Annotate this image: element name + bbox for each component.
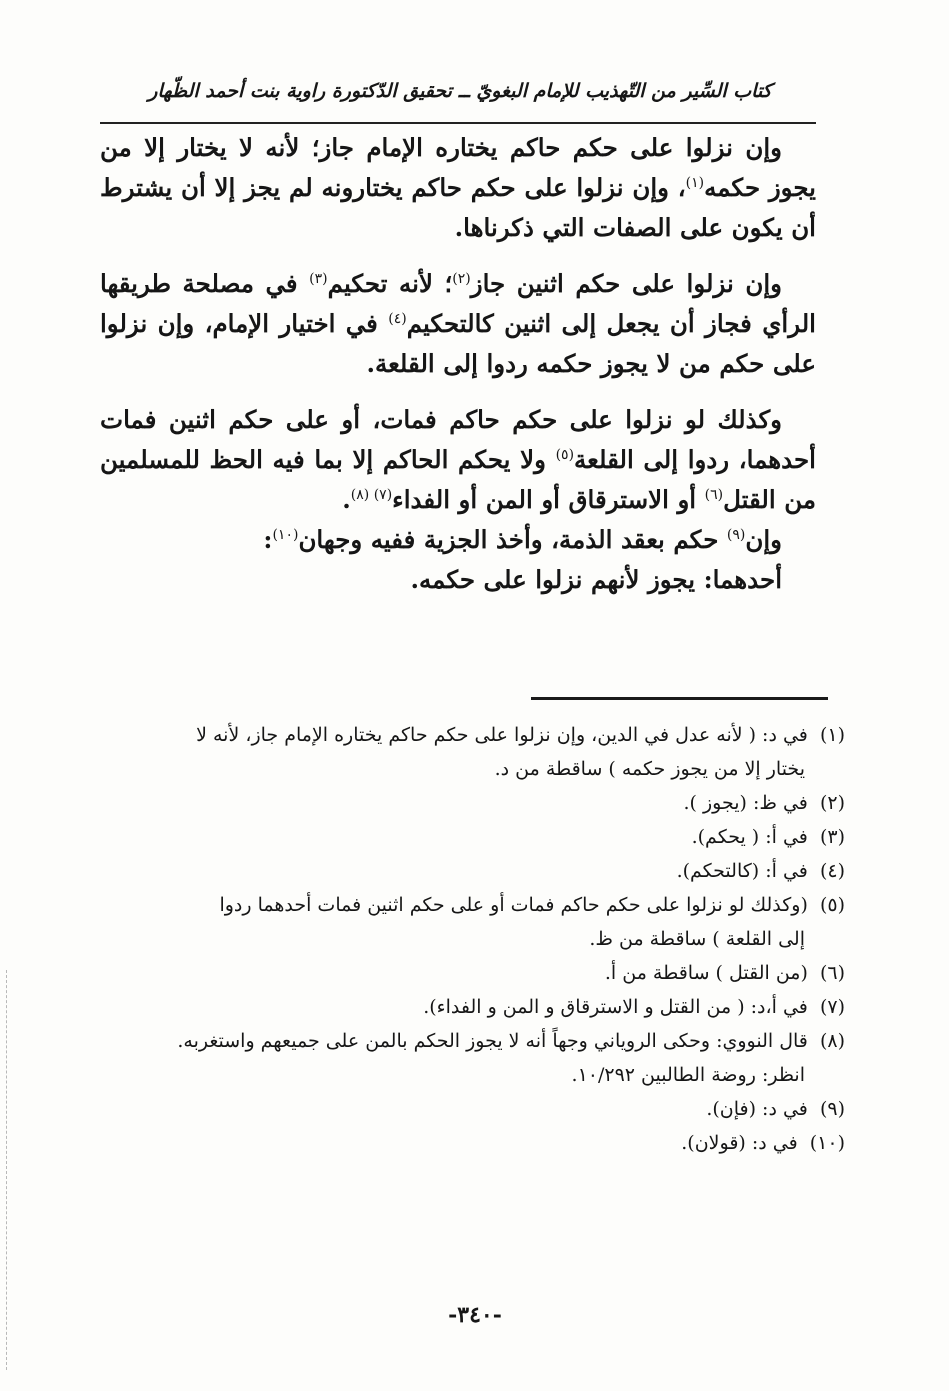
text-run: في مصلحة طريقها الرأي فجاز أن يجعل إلى اثنين كالتحكيم [100, 269, 816, 338]
text-run: في اختيار الإمام، وإن نزلوا على حكم من لا يجوز حكمه ردوا إلى القلعة. [100, 309, 816, 378]
footnote-10 [100, 1126, 845, 1160]
text-run: وكذلك لو نزلوا على حكم حاكم فمات، أو على حكم اثنين فمات أحدهما، ردوا إلى القلعة [100, 405, 816, 474]
footnote-text-continued: يختار إلا من يجوز حكمه ) ساقطة من د. [494, 758, 805, 780]
footnote-1 [100, 718, 845, 786]
footnote-ref-4: (٤) [388, 310, 407, 327]
footnote-ref-2: (٢) [452, 270, 471, 287]
footnote-ref-7: (٧) [373, 486, 393, 503]
footnote-2 [100, 786, 845, 820]
footnote-text: في ظ: (يجوز ). [683, 792, 808, 814]
footnote-number: (٦) [819, 962, 845, 984]
footnote-7 [100, 990, 845, 1024]
footnote-number: (٩) [819, 1098, 845, 1120]
footnote-text-continued: انظر: روضة الطالبين ١٠/٢٩٢. [571, 1064, 805, 1086]
footnote-text-continued: إلى القلعة ) ساقطة من ظ. [589, 928, 805, 950]
footnote-4 [100, 854, 845, 888]
footnote-ref-8: (٨) [350, 486, 374, 503]
footnote-number: (٣) [819, 826, 845, 848]
footnote-3 [100, 820, 845, 854]
text-run: وإن [745, 525, 782, 554]
running-header: كتاب السِّير من التّهذيب للإمام البغويّ ــ تحقيق الدّكتورة راوية بنت أحمد الظّهار [148, 80, 772, 102]
footnote-number: (٧) [819, 996, 845, 1018]
footnote-ref-5: (٥) [555, 446, 575, 463]
footnote-number: (٨) [819, 1030, 845, 1052]
footnote-text: في أ،د: ( من القتل و الاسترقاق و المن و الفداء). [423, 996, 808, 1018]
text-run: : [263, 525, 273, 554]
text-run: حكم بعقد الذمة، وأخذ الجزية ففيه وجهان [298, 525, 727, 554]
footnote-text: في أ: ( يحكم). [691, 826, 808, 848]
text-run: ؛ لأنه تحكيم [327, 269, 453, 298]
footnote-ref-9: (٩) [726, 526, 746, 543]
footnote-ref-1: (١) [685, 174, 705, 191]
footnote-number: (٤) [819, 860, 845, 882]
paragraph-2 [100, 264, 816, 384]
footnote-text: في أ: (كالتحكم). [676, 860, 808, 882]
paragraph-3 [100, 400, 816, 520]
text-run: . [342, 485, 351, 514]
header-rule [100, 122, 816, 124]
footnote-text: (من القتل ) ساقطة من أ. [604, 962, 808, 984]
paragraph-5: أحدهما: يجوز لأنهم نزلوا على حكمه. [410, 565, 782, 594]
footnote-number: (٢) [819, 792, 845, 814]
footnotes [100, 718, 845, 1160]
footnote-9 [100, 1092, 845, 1126]
text-run: أو الاسترقاق أو المن أو الفداء [392, 485, 705, 514]
footnote-number: (١٠) [809, 1132, 845, 1154]
text-run: وإن نزلوا على حكم حاكم يختاره الإمام جاز؛ لأنه لا يختار إلا من يجوز حكمه [100, 133, 816, 202]
footnote-number: (١) [819, 724, 845, 746]
footnote-separator [531, 697, 828, 700]
page-number: -٣٤٠- [448, 1302, 502, 1328]
footnote-ref-10: (١٠) [272, 526, 299, 543]
footnote-text: في د: (فإن). [706, 1098, 808, 1120]
footnote-number: (٥) [819, 894, 845, 916]
main-text [100, 128, 816, 600]
text-run: وإن نزلوا على حكم اثنين جاز [470, 269, 782, 298]
footnote-8 [100, 1024, 845, 1092]
footnote-text: في د: ( لأنه عدل في الدين، وإن نزلوا على حكم حاكم يختاره الإمام جاز، لأنه لا [196, 724, 808, 746]
scan-edge-mark [6, 970, 7, 1370]
footnote-text: قال النووي: وحكى الروياني وجهاً أنه لا يجوز الحكم بالمن على جميعهم واستغربه. [177, 1030, 808, 1052]
paragraph-4 [100, 520, 816, 560]
text-run: ، وإن نزلوا على حكم حاكم يختارونه لم يجز إلا أن يشترط أن يكون على الصفات التي ذكرناها. [100, 173, 816, 242]
footnote-6 [100, 956, 845, 990]
footnote-text: (وكذلك لو نزلوا على حكم حاكم فمات أو على حكم اثنين فمات أحدهما ردوا [219, 894, 808, 916]
footnote-text: في د: (قولان). [681, 1132, 798, 1154]
footnote-ref-3: (٣) [309, 270, 328, 287]
footnote-5 [100, 888, 845, 956]
footnote-ref-6: (٦) [704, 486, 724, 503]
paragraph-1 [100, 128, 816, 248]
text-run: ولا يحكم الحاكم إلا بما فيه الحظ للمسلمين من القتل [100, 445, 816, 514]
